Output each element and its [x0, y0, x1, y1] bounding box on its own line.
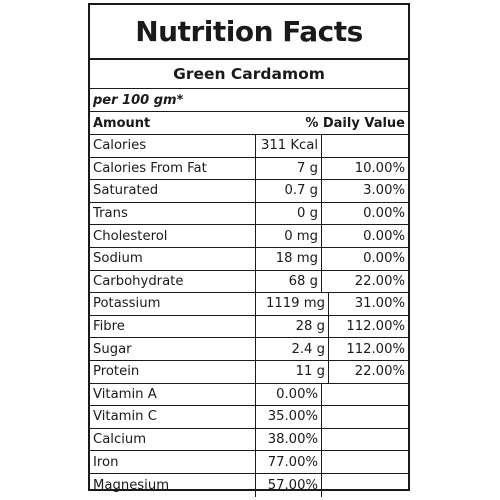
nutrient-daily-value: [322, 429, 408, 451]
nutrient-amount: 0 g: [256, 203, 322, 225]
nutrient-name: Calcium: [90, 429, 256, 451]
nutrient-name: Sugar: [90, 338, 256, 360]
nutrient-name: Saturated: [90, 180, 256, 202]
nutrient-daily-value: [322, 384, 408, 406]
nutrient-daily-value: [322, 406, 408, 428]
nutrient-daily-value: 0.00%: [363, 228, 405, 244]
nutrient-row: [90, 451, 408, 474]
nutrient-name: Vitamin C: [90, 406, 256, 428]
nutrient-amount: 0 mg: [256, 225, 322, 247]
nutrient-amount: 0.00%: [256, 384, 322, 406]
nutrient-daily-value: [322, 451, 408, 473]
nutrient-amount: 2.4 g: [256, 338, 329, 360]
header-daily-value: % Daily Value: [305, 115, 405, 131]
nutrient-daily-value: 31.00%: [354, 296, 405, 312]
nutrient-daily-value: 22.00%: [354, 364, 405, 380]
nutrient-daily-value: [322, 135, 408, 157]
nutrient-amount: 57.00%: [256, 474, 322, 497]
nutrient-name: Protein: [90, 361, 256, 383]
nutrient-row: [90, 158, 408, 181]
nutrient-row: [90, 180, 408, 203]
nutrient-table: [90, 135, 408, 497]
nutrient-row: [90, 429, 408, 452]
nutrient-row: [90, 293, 408, 316]
nutrient-daily-value: 10.00%: [354, 160, 405, 176]
nutrient-row: [90, 271, 408, 294]
nutrient-row: [90, 338, 408, 361]
nutrient-name: Sodium: [90, 248, 256, 270]
nutrient-amount: 68 g: [256, 271, 322, 293]
nutrient-amount: 38.00%: [256, 429, 322, 451]
header-amount: Amount: [93, 115, 151, 131]
nutrient-name: Cholesterol: [90, 225, 256, 247]
nutrient-daily-value: [322, 474, 408, 497]
nutrient-daily-value: 22.00%: [354, 273, 405, 289]
nutrient-amount: 311 Kcal: [256, 135, 322, 157]
nutrient-name: Fibre: [90, 316, 256, 338]
nutrient-amount: 1119 mg: [256, 293, 329, 315]
nutrient-row: [90, 384, 408, 407]
nutrient-daily-value: 0.00%: [363, 206, 405, 222]
nutrient-daily-value: 112.00%: [346, 319, 405, 335]
nutrient-amount: 18 mg: [256, 248, 322, 270]
nutrient-amount: 35.00%: [256, 406, 322, 428]
nutrient-name: Iron: [90, 451, 256, 473]
nutrient-daily-value: 0.00%: [363, 251, 405, 267]
nutrient-amount: 28 g: [256, 316, 329, 338]
nutrient-daily-value: 3.00%: [363, 183, 405, 199]
serving-size: per 100 gm*: [90, 89, 408, 112]
nutrient-name: Calories: [90, 135, 256, 157]
nutrient-name: Vitamin A: [90, 384, 256, 406]
nutrient-name: Potassium: [90, 293, 256, 315]
label-title: Nutrition Facts: [90, 5, 408, 60]
nutrient-amount: 7 g: [256, 158, 322, 180]
nutrient-row: [90, 135, 408, 158]
nutrient-name: Calories From Fat: [90, 158, 256, 180]
nutrient-row: [90, 203, 408, 226]
product-name: Green Cardamom: [90, 60, 408, 89]
nutrition-facts-label: [88, 3, 410, 491]
nutrient-amount: 77.00%: [256, 451, 322, 473]
nutrient-row: [90, 225, 408, 248]
nutrient-row: [90, 316, 408, 339]
table-header: [90, 112, 408, 135]
nutrient-name: Carbohydrate: [90, 271, 256, 293]
nutrient-daily-value: 112.00%: [346, 341, 405, 357]
nutrient-name: Trans: [90, 203, 256, 225]
nutrient-amount: 0.7 g: [256, 180, 322, 202]
nutrient-row: [90, 248, 408, 271]
nutrient-amount: 11 g: [256, 361, 329, 383]
nutrient-row: [90, 474, 408, 497]
nutrient-row: [90, 406, 408, 429]
nutrient-row: [90, 361, 408, 384]
nutrient-name: Magnesium: [90, 474, 256, 497]
